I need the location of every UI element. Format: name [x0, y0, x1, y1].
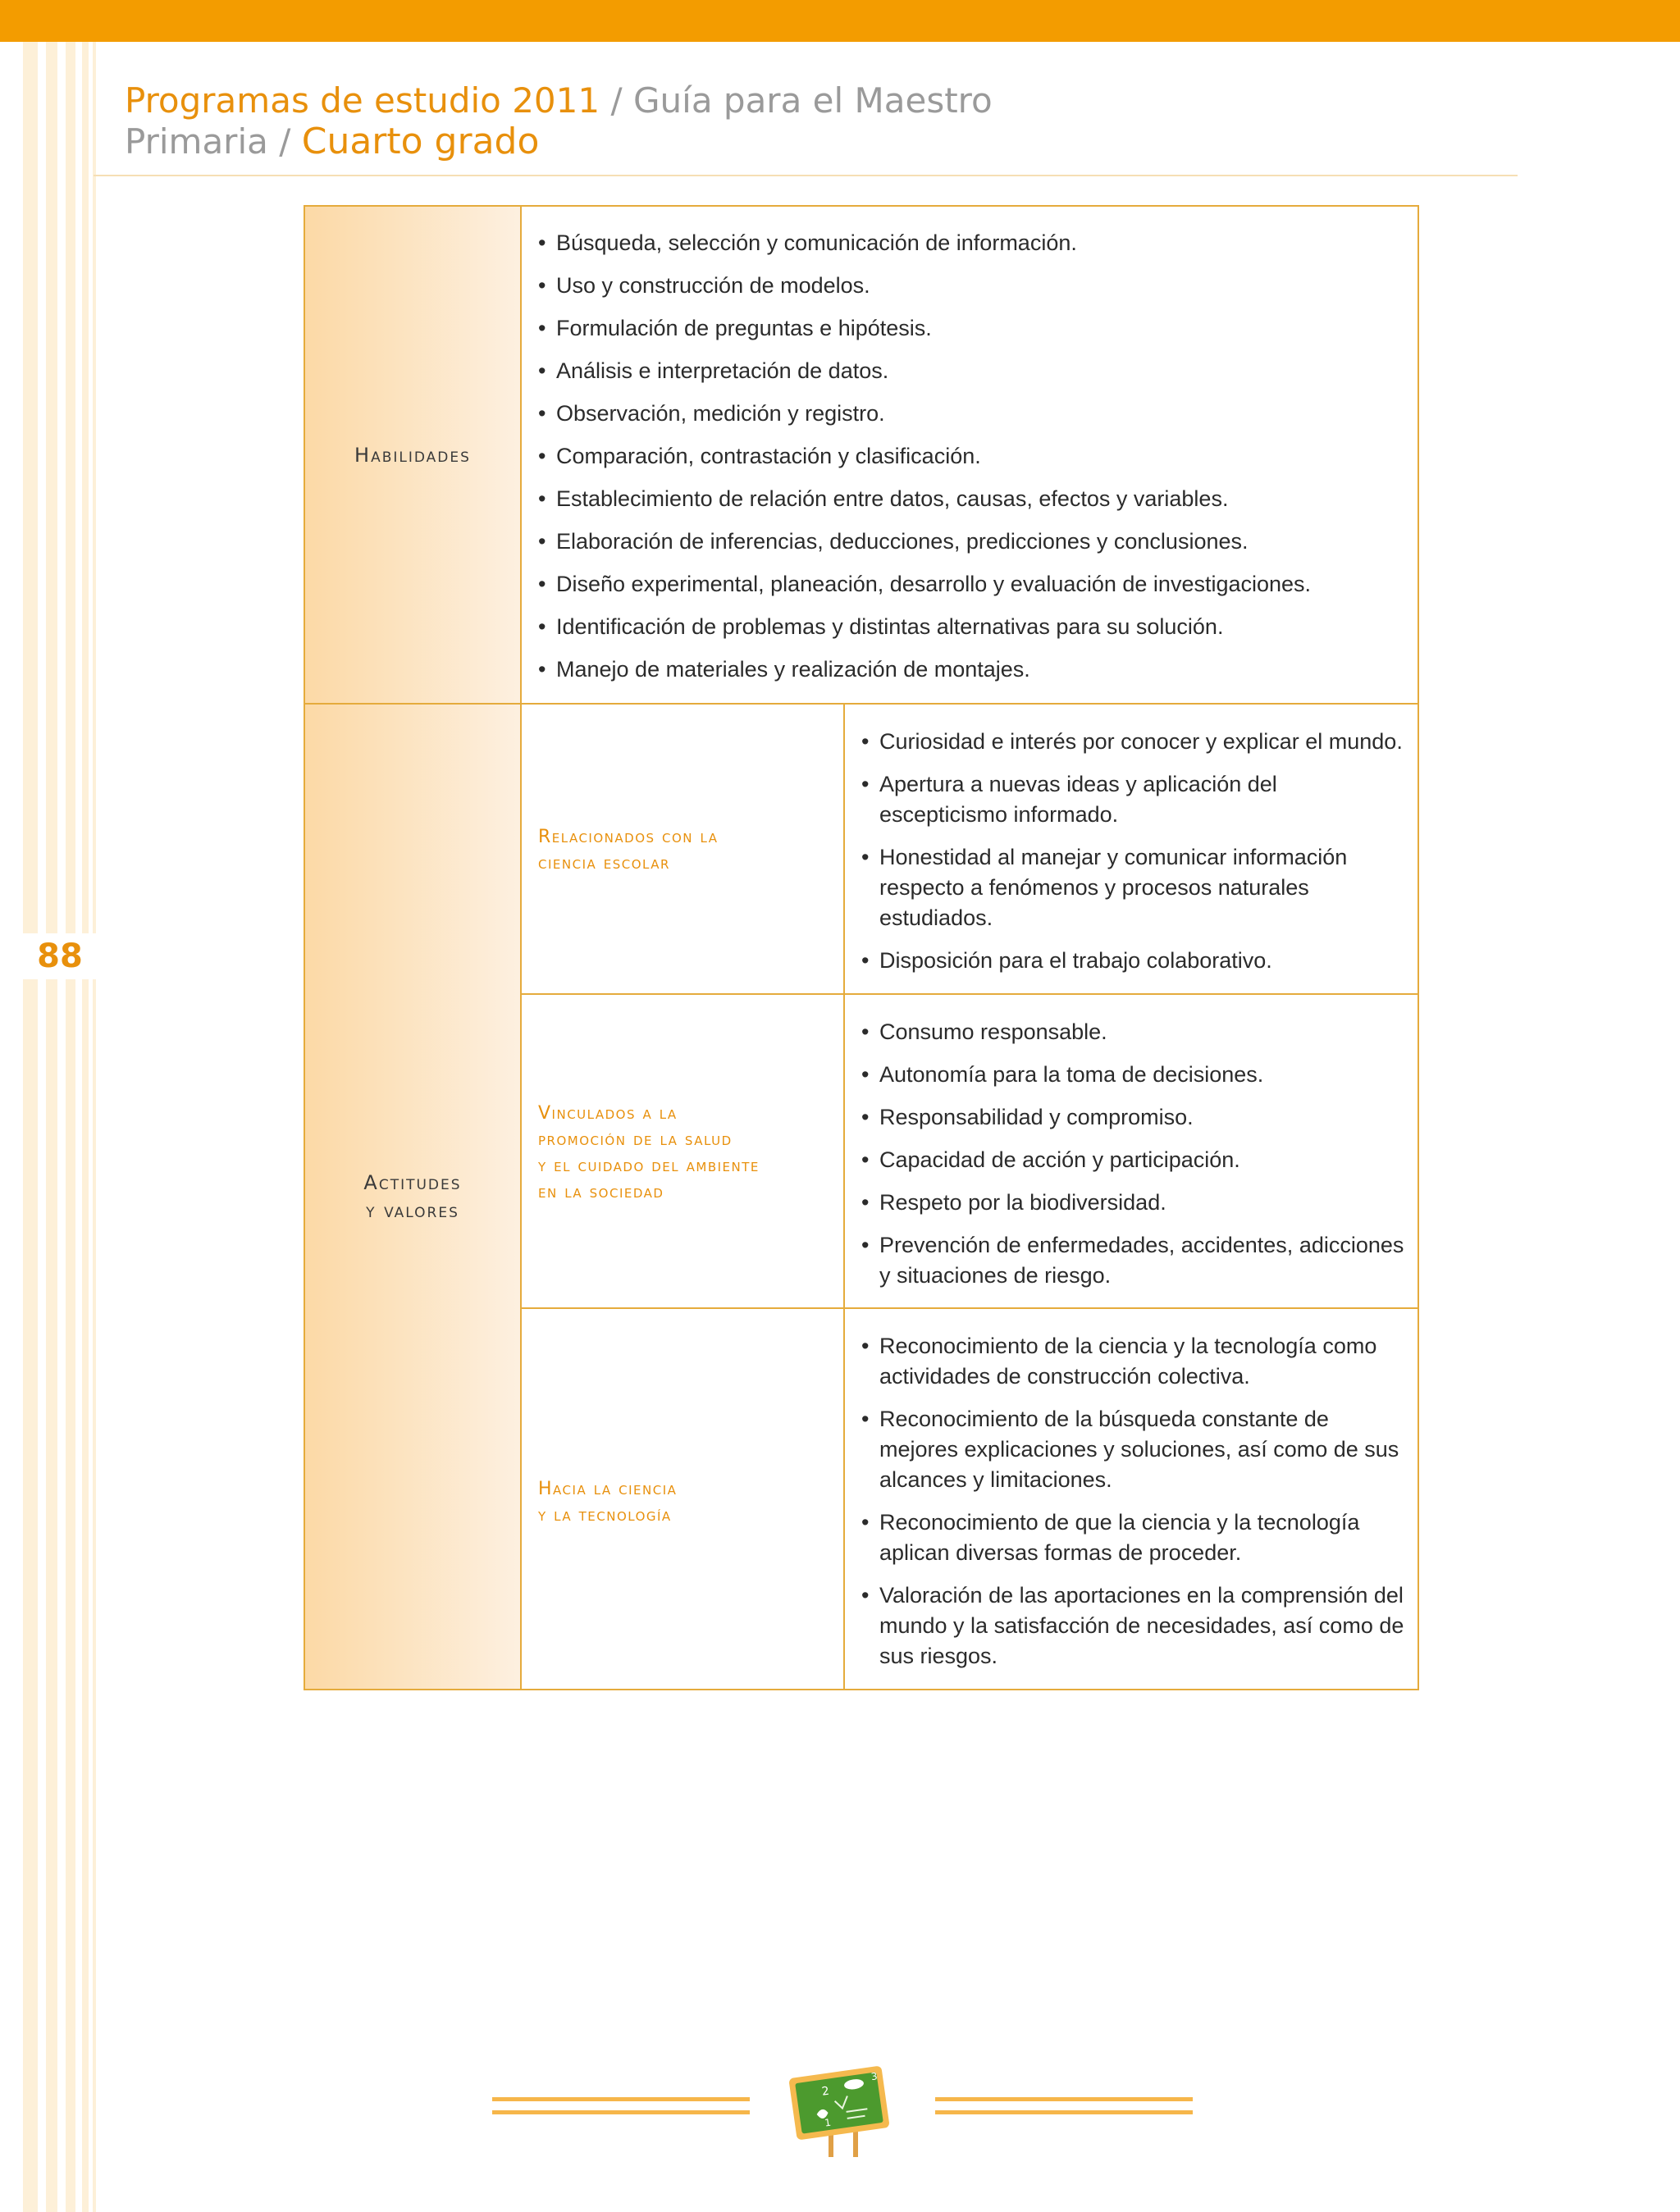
- list-item: • Autonomía para la toma de decisiones.: [861, 1060, 1411, 1090]
- row-divider: [522, 993, 1418, 995]
- habilidades-label: Habilidades: [354, 443, 471, 467]
- left-stripe: [46, 42, 57, 2212]
- left-stripe: [93, 42, 96, 2212]
- group-label-line: promoción de la salud: [538, 1129, 733, 1150]
- group-label-line: Hacia la ciencia: [538, 1479, 678, 1499]
- header-line-2: [125, 121, 993, 162]
- list-item: • Responsabilidad y compromiso.: [861, 1102, 1411, 1133]
- list-item: • Uso y construcción de modelos.: [538, 271, 1391, 301]
- habilidades-label-cell: [305, 207, 522, 703]
- top-accent-bar: [0, 0, 1680, 42]
- actitudes-label-line: y valores: [366, 1199, 459, 1222]
- board-number: 2: [820, 2084, 830, 2099]
- list-item: • Búsqueda, selección y comunicación de información.: [538, 228, 1391, 258]
- left-stripe: [23, 42, 38, 2212]
- list-item: • Disposición para el trabajo colaborativo.: [861, 946, 1411, 976]
- program-title: Programas de estudio 2011: [125, 80, 600, 121]
- actitudes-label-line: Actitudes: [363, 1171, 462, 1194]
- grade-title: Cuarto grado: [301, 121, 540, 162]
- group-label-line: ciencia escolar: [538, 853, 670, 873]
- header-separator: /: [279, 121, 291, 162]
- group-label-line: Vinculados a la: [538, 1103, 678, 1124]
- board-number: 1: [824, 2116, 832, 2129]
- footer-rule: [492, 2110, 750, 2114]
- group-label-ciencia-tecnologia: [538, 1476, 833, 1529]
- habilidades-list: [538, 228, 1391, 697]
- header-separator: /: [610, 80, 623, 121]
- list-item: • Manejo de materiales y realización de montajes.: [538, 654, 1391, 685]
- header-line-1: [125, 80, 993, 121]
- list-item: • Respeto por la biodiversidad.: [861, 1188, 1411, 1218]
- header-divider: [94, 175, 1518, 176]
- footer-rule: [492, 2097, 750, 2101]
- list-item: • Formulación de preguntas e hipótesis.: [538, 313, 1391, 344]
- group-list-ciencia-escolar: [861, 727, 1411, 988]
- page-number: 88: [0, 933, 120, 979]
- page-header: [125, 80, 993, 162]
- actitudes-label-cell: [305, 705, 522, 1689]
- left-stripe: [66, 42, 75, 2212]
- column-divider: [843, 703, 845, 1689]
- list-item: • Apertura a nuevas ideas y aplicación del escepticismo informado.: [861, 769, 1411, 830]
- level-label: Primaria: [125, 121, 268, 162]
- list-item: • Honestidad al manejar y comunicar información respecto a fenómenos y procesos naturales estudiados.: [861, 842, 1411, 933]
- list-item: • Capacidad de acción y participación.: [861, 1145, 1411, 1175]
- list-item: • Prevención de enfermedades, accidentes, adicciones y situaciones de riesgo.: [861, 1230, 1411, 1291]
- list-item: • Curiosidad e interés por conocer y explicar el mundo.: [861, 727, 1411, 757]
- chalkboard-icon: [786, 2064, 892, 2159]
- group-list-salud-ambiente: [861, 1017, 1411, 1303]
- list-item: • Observación, medición y registro.: [538, 399, 1391, 429]
- list-item: • Reconocimiento de la ciencia y la tecnología como actividades de construcción colectiva.: [861, 1331, 1411, 1392]
- group-label-ciencia-escolar: [538, 824, 833, 877]
- list-item: • Identificación de problemas y distintas alternativas para su solución.: [538, 612, 1391, 642]
- list-item: • Reconocimiento de la búsqueda constante de mejores explicaciones y soluciones, así como de sus alcances y limitaciones.: [861, 1404, 1411, 1495]
- list-item: • Diseño experimental, planeación, desarrollo y evaluación de investigaciones.: [538, 569, 1391, 600]
- list-item: • Establecimiento de relación entre datos, causas, efectos y variables.: [538, 484, 1391, 514]
- content-table: [304, 205, 1419, 1690]
- guide-title: Guía para el Maestro: [632, 80, 993, 121]
- list-item: • Comparación, contrastación y clasificación.: [538, 441, 1391, 472]
- list-item: • Elaboración de inferencias, deducciones, predicciones y conclusiones.: [538, 527, 1391, 557]
- row-divider: [522, 1307, 1418, 1309]
- group-label-line: y el cuidado del ambiente: [538, 1156, 760, 1176]
- group-label-line: y la tecnología: [538, 1505, 672, 1526]
- list-item: • Reconocimiento de que la ciencia y la tecnología aplican diversas formas de proceder.: [861, 1507, 1411, 1568]
- footer-rule: [935, 2110, 1193, 2114]
- list-item: • Valoración de las aportaciones en la comprensión del mundo y la satisfacción de necesidades, así como de sus riesgos.: [861, 1580, 1411, 1672]
- group-list-ciencia-tecnologia: [861, 1331, 1411, 1684]
- actitudes-label: [363, 1169, 461, 1225]
- group-label-line: en la sociedad: [538, 1182, 664, 1202]
- group-label-line: Relacionados con la: [538, 827, 719, 847]
- list-item: • Análisis e interpretación de datos.: [538, 356, 1391, 386]
- board-number: 3: [870, 2070, 879, 2083]
- group-label-salud-ambiente: [538, 1101, 833, 1206]
- footer-rule: [935, 2097, 1193, 2101]
- list-item: • Consumo responsable.: [861, 1017, 1411, 1047]
- left-stripe: [82, 42, 89, 2212]
